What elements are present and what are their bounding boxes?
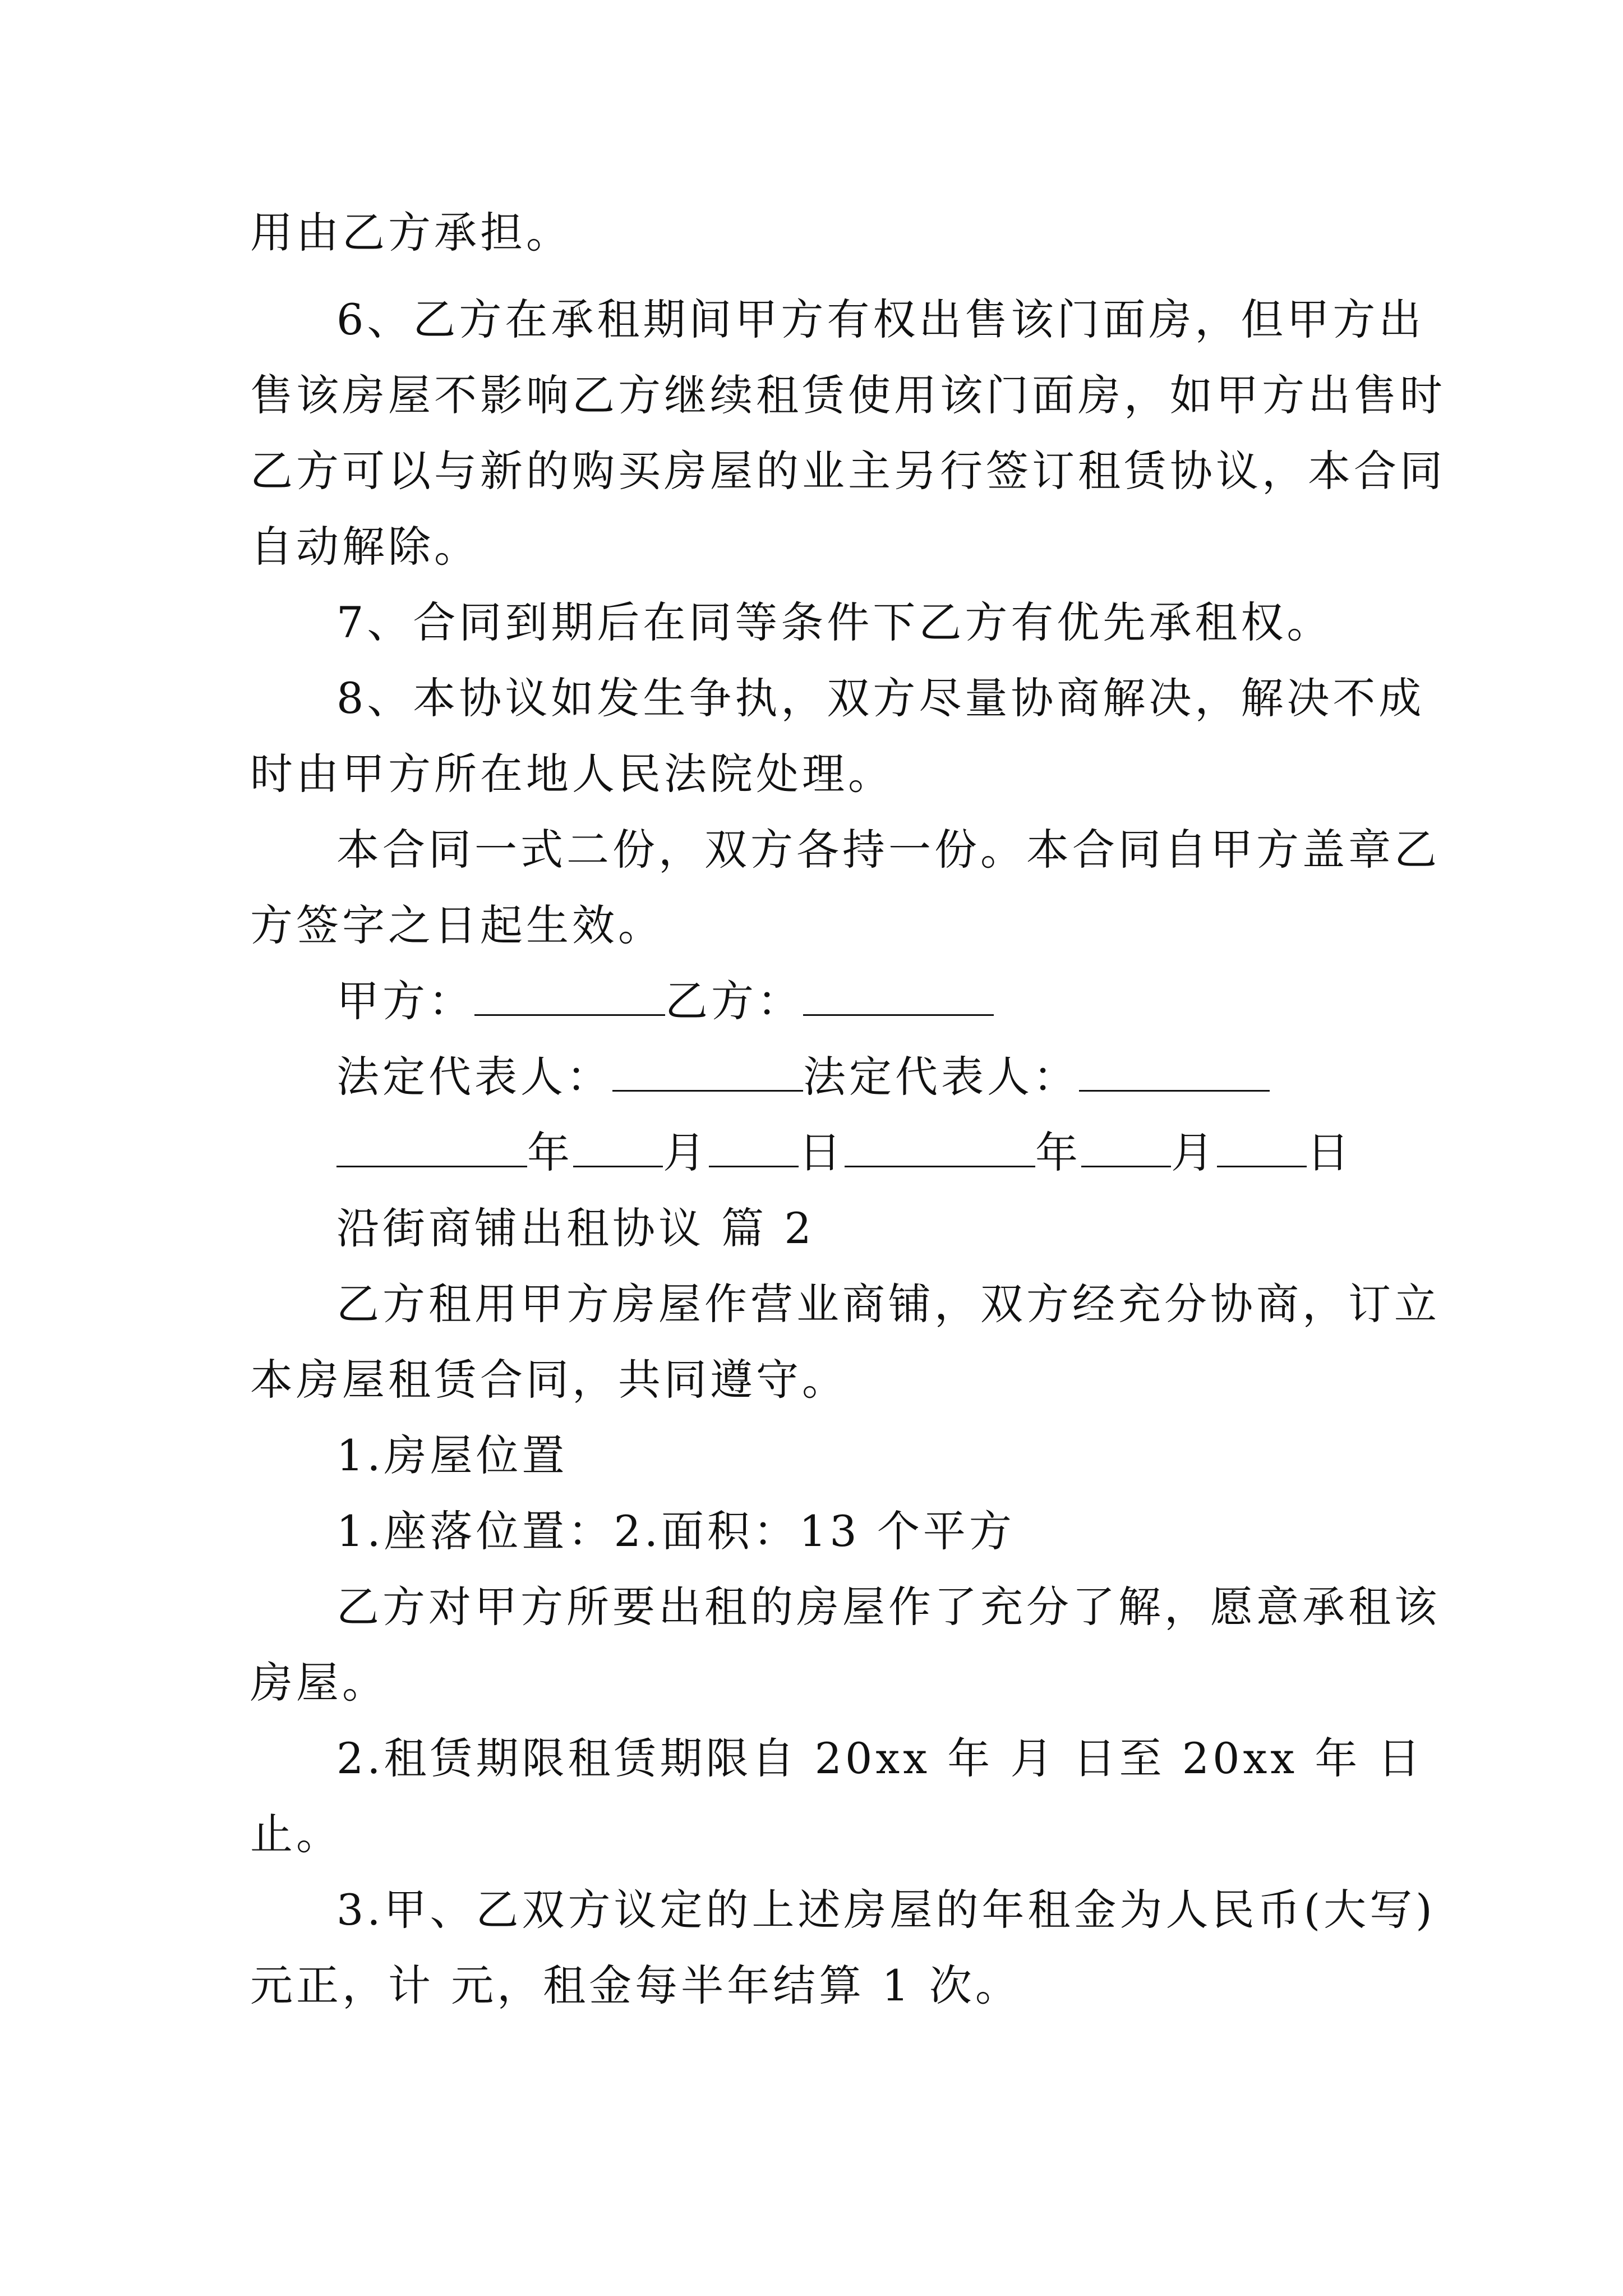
- day-a-label: 日: [799, 1128, 845, 1177]
- clause-8-line-1: 8、本协议如发生争执，双方尽量协商解决，解决不成: [336, 673, 1425, 723]
- section-2-intro-line-1: 乙方租用甲方房屋作营业商铺，双方经充分协商，订立: [336, 1279, 1440, 1329]
- rent-line-2: 元正，计 元，租金每半年结算 1 次。: [250, 1961, 1021, 2010]
- year-a-blank: [336, 1126, 527, 1167]
- month-b-label: 月: [1171, 1128, 1217, 1177]
- day-a-blank: [709, 1126, 799, 1167]
- party-a-label: 甲方：: [336, 976, 474, 1026]
- section-2-heading: 沿街商铺出租协议 篇 2: [336, 1203, 815, 1253]
- closing-line-1: 本合同一式二份，双方各持一份。本合同自甲方盖章乙: [336, 825, 1440, 875]
- party-b-label: 乙方：: [665, 976, 803, 1026]
- signature-rep-row: [336, 1049, 1270, 1105]
- rent-line-1: 3.甲、乙双方议定的上述房屋的年租金为人民币(大写): [336, 1885, 1436, 1935]
- clause-6-line-1: 6、乙方在承租期间甲方有权出售该门面房，但甲方出: [336, 295, 1425, 344]
- year-b-label: 年: [1035, 1128, 1081, 1177]
- month-b-blank: [1081, 1126, 1171, 1167]
- lease-term-line-2: 止。: [250, 1809, 342, 1859]
- paragraph-line: 用由乙方承担。: [250, 208, 572, 257]
- signature-party-row: [336, 973, 994, 1029]
- year-b-blank: [845, 1126, 1035, 1167]
- day-b-blank: [1217, 1126, 1307, 1167]
- item-location-area: 1.座落位置：2.面积：13 个平方: [336, 1506, 1015, 1556]
- month-a-label: 月: [663, 1128, 709, 1177]
- section-2-intro-line-2: 本房屋租赁合同，共同遵守。: [250, 1355, 848, 1405]
- item-house-location: 1.房屋位置: [336, 1430, 568, 1480]
- party-a-blank: [474, 975, 665, 1016]
- clause-8-line-2: 时由甲方所在地人民法院处理。: [250, 749, 894, 799]
- clause-6-line-4: 自动解除。: [250, 522, 480, 572]
- clause-6-line-3: 乙方可以与新的购买房屋的业主另行签订租赁协议，本合同: [250, 446, 1446, 496]
- rep-b-blank: [1079, 1051, 1270, 1092]
- day-b-label: 日: [1307, 1128, 1353, 1177]
- clause-6-line-2: 售该房屋不影响乙方继续租赁使用该门面房，如甲方出售时: [250, 370, 1446, 420]
- month-a-blank: [573, 1126, 663, 1167]
- clause-7: 7、合同到期后在同等条件下乙方有优先承租权。: [336, 597, 1333, 647]
- rep-a-blank: [612, 1051, 803, 1092]
- rep-b-label: 法定代表人：: [803, 1052, 1079, 1102]
- lease-term-line-1: 2.租赁期限租赁期限自 20xx 年 月 日至 20xx 年 日: [336, 1733, 1424, 1783]
- signature-date-row: [336, 1125, 1353, 1181]
- closing-line-2: 方签字之日起生效。: [250, 900, 664, 950]
- understanding-line-1: 乙方对甲方所要出租的房屋作了充分了解，愿意承租该: [336, 1582, 1440, 1632]
- year-a-label: 年: [527, 1128, 573, 1177]
- rep-a-label: 法定代表人：: [336, 1052, 612, 1102]
- understanding-line-2: 房屋。: [250, 1658, 388, 1708]
- party-b-blank: [803, 975, 994, 1016]
